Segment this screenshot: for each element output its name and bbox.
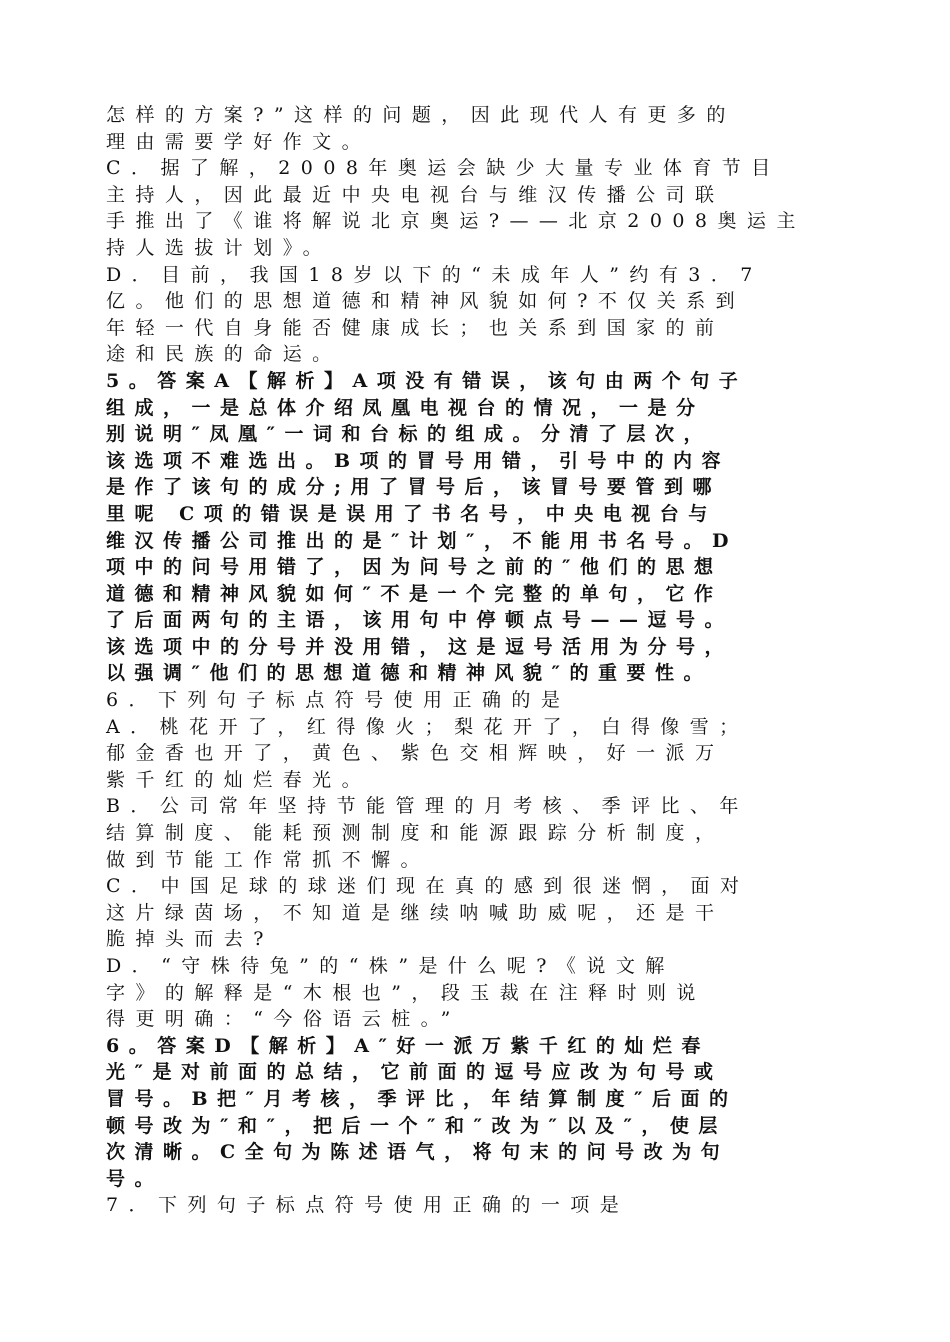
- question-text-line: 手推出了《谁将解说北京奥运?——北京2008奥运主: [106, 210, 806, 233]
- answer-text-line: 了后面两句的主语，该用句中停顿点号——逗号。: [106, 609, 734, 632]
- question-text-line: 郁金香也开了，黄色、紫色交相辉映，好一派万: [106, 742, 725, 765]
- answer-text-line: 次清晰。C全句为陈述语气，将句末的问号改为句: [106, 1141, 730, 1164]
- question-text-line: 主持人，因此最近中央电视台与维汉传播公司联: [106, 183, 725, 206]
- question-text-line: C．据了解，2008年奥运会缺少大量专业体育节目: [106, 157, 781, 180]
- question-text-line: 脆掉头而去?: [106, 928, 274, 951]
- question-text-line: 紫千红的灿烂春光。: [106, 768, 372, 791]
- question-text-line: 做到节能工作常抓不懈。: [106, 848, 430, 871]
- answer-text-line: 别说明″凤凰″一词和台标的组成。分清了层次，: [106, 423, 712, 446]
- question-text-line: 亿。他们的思想道德和精神风貌如何?不仅关系到: [106, 290, 746, 313]
- question-text-line: B．公司常年坚持节能管理的月考核、季评比、年: [106, 795, 749, 818]
- question-text-line: D．目前，我国18岁以下的“未成年人”约有3．7: [106, 263, 763, 286]
- answer-text-line: 号。: [106, 1167, 164, 1190]
- question-text-line: 年轻一代自身能否健康成长；也关系到国家的前: [106, 316, 725, 339]
- answer-text-line: 是作了该句的成分;用了冒号后，该冒号要管到哪: [106, 476, 722, 499]
- answer-text-line: 组成，一是总体介绍凤凰电视台的情况，一是分: [106, 396, 705, 419]
- question-text-line: 途和民族的命运。: [106, 343, 342, 366]
- answer-text-line: 维汉传播公司推出的是″计划″，不能用书名号。D: [106, 529, 738, 552]
- question-text-line: 字》的解释是“木根也”，段玉裁在注释时则说: [106, 981, 706, 1004]
- question-text-line: C．中国足球的球迷们现在真的感到很迷惘，面对: [106, 875, 750, 898]
- question-text-line: 这片绿茵场，不知道是继续呐喊助威呢，还是干: [106, 901, 725, 924]
- answer-text-line: 道德和精神风貌如何″不是一个完整的单句，它作: [106, 582, 723, 605]
- answer-text-line: 该选项不难选出。B项的冒号用错，引号中的内容: [106, 449, 731, 472]
- answer-text-line: 以强调″他们的思想道德和精神风貌″的重要性。: [106, 662, 712, 685]
- question-text-line: 怎样的方案?”这样的问题，因此现代人有更多的: [106, 104, 736, 126]
- question-text-line: 得更明确：“今俗语云桩。”: [106, 1008, 461, 1031]
- answer-text-line: 冒号。B把″月考核，季评比，年结算制度″后面的: [106, 1087, 738, 1110]
- question-text-line: 7．下列句子标点符号使用正确的一项是: [106, 1194, 630, 1217]
- document-body: [106, 102, 846, 1219]
- answer-text-line: 5。答案A【解析】A项没有错误，该句由两个句子: [106, 369, 748, 392]
- question-text-line: A．桃花开了，红得像火；梨花开了，白得像雪；: [106, 715, 749, 738]
- answer-text-line: 顿号改为″和″，把后一个″和″改为″以及″，使层: [106, 1114, 727, 1137]
- question-text-line: 6．下列句子标点符号使用正确的是: [106, 689, 571, 712]
- question-text-line: 理由需要学好作文。: [106, 130, 372, 153]
- answer-text-line: 该选项中的分号并没用错，这是逗号活用为分号，: [106, 635, 734, 658]
- question-text-line: 持人选拔计划》。: [106, 236, 333, 259]
- answer-text-line: 项中的问号用错了，因为问号之前的″他们的思想: [106, 556, 723, 579]
- question-text-line: D．“守株待兔”的“株”是什么呢?《说文解: [106, 955, 675, 977]
- answer-text-line: 6。答案D【解析】A″好一派万紫千红的灿烂春: [106, 1034, 710, 1057]
- answer-text-line: 光″是对前面的总结，它前面的逗号应改为句号或: [106, 1061, 723, 1084]
- answer-text-line: 里呢 C项的错误是误用了书名号，中央电视台与: [106, 502, 717, 525]
- question-text-line: 结算制度、能耗预测制度和能源跟踪分析制度，: [106, 822, 725, 845]
